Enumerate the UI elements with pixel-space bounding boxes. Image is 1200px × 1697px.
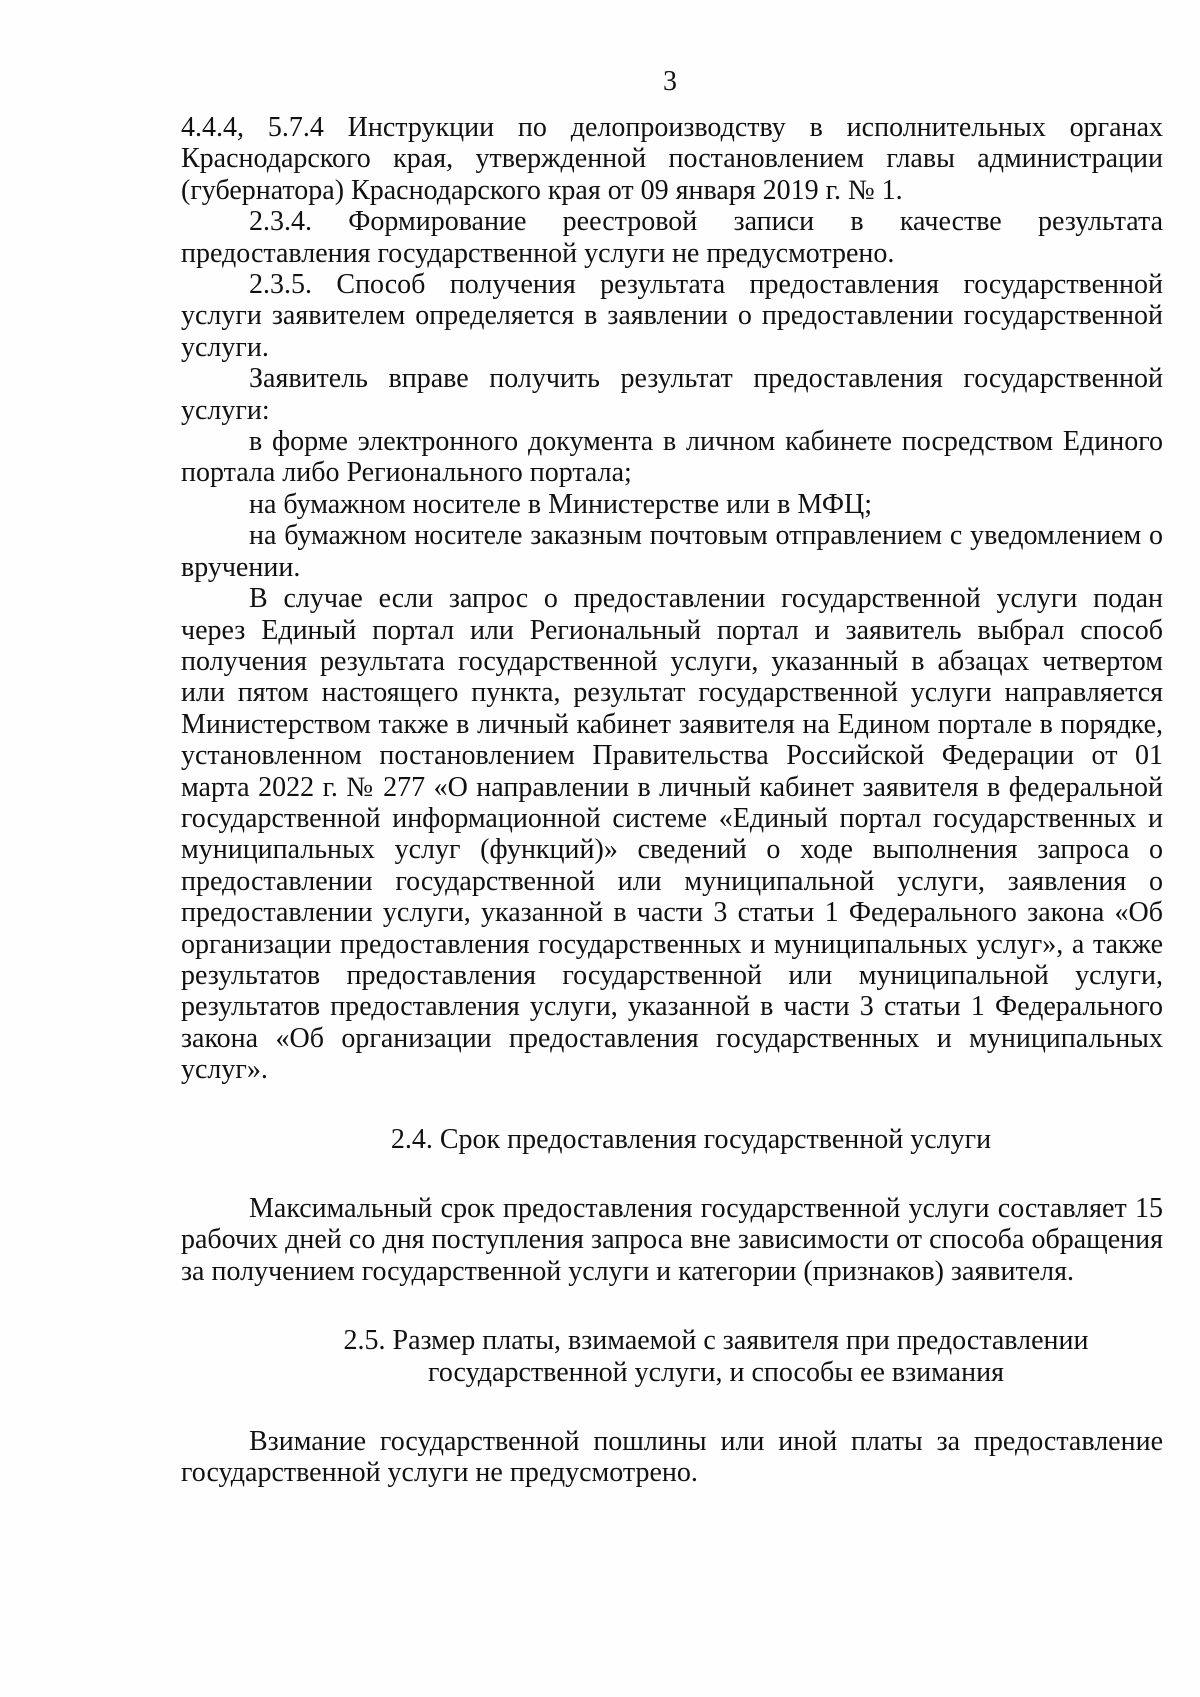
paragraph-electronic-form: в форме электронного документа в личном кабинете посредством Единого портала либо Регионального портала; xyxy=(181,426,1163,489)
section-2-5-heading-line2: государственной услуги, и способы ее взимания xyxy=(428,1356,1004,1388)
section-2-4-heading: 2.4. Срок предоставления государственной услуги xyxy=(390,1123,992,1155)
section-2-5-body: Взимание государственной пошлины или иной платы за предоставление государственной услуги не предусмотрено. xyxy=(181,1426,1163,1489)
section-2-5-heading xyxy=(181,1325,1163,1388)
paragraph-applicant-right: Заявитель вправе получить результат предоставления государственной услуги: xyxy=(181,363,1163,426)
section-2-5-heading-line1: 2.5. Размер платы, взимаемой с заявителя при предоставлении xyxy=(343,1325,1089,1357)
document-body xyxy=(181,112,1163,1489)
paragraph-continuation: Краснодарского края, утвержденной постановлением главы администрации (губернатора) Краснодарского края от 09 января 2019 г. № 1. xyxy=(181,143,1163,206)
paragraph-portal-case: В случае если запрос о предоставлении государственной услуги подан через Единый портал или Региональный портал и заявитель выбрал способ получения результата государственной услуги, указанный в абзацах четвертом или пятом настоящего пункта, результат государственной услуги направляется Министерством также в личный кабинет заявителя на Едином портале в порядке, установленном постановлением Правительства Российской Федерации от 01 марта 2022 г. № 277 «О направлении в личный кабинет заявителя в федеральной государственной информационной системе «Единый портал государственных и муниципальных услуг (функций)» сведений о ходе выполнения запроса о предоставлении государственной или муниципальной услуги, заявления о предоставлении услуги, указанной в части 3 статьи 1 Федерального закона «Об организации предоставления государственных и муниципальных услуг», а также результатов предоставления государственной или муниципальной услуги, результатов предоставления услуги, указанной в части 3 статьи 1 Федерального закона «Об организации предоставления государственных и муниципальных услуг». xyxy=(181,583,1163,1086)
paragraph-2-3-5: 2.3.5. Способ получения результата предоставления государственной услуги заявителем определяется в заявлении о предоставлении государственной услуги. xyxy=(181,269,1163,363)
paragraph-continuation-line: 4.4.4, 5.7.4 Инструкции по делопроизводству в исполнительных органах xyxy=(181,112,1163,143)
section-2-4-body: Максимальный срок предоставления государственной услуги составляет 15 рабочих дней со дня поступления запроса вне зависимости от способа обращения за получением государственной услуги и категории (признаков) заявителя. xyxy=(181,1193,1163,1287)
paragraph-2-3-4: 2.3.4. Формирование реестровой записи в качестве результата предоставления государственной услуги не предусмотрено. xyxy=(181,206,1163,269)
page-number: 3 xyxy=(663,66,677,97)
paragraph-paper-ministry: на бумажном носителе в Министерстве или в МФЦ; xyxy=(249,488,872,520)
paragraph-paper-mail: на бумажном носителе заказным почтовым отправлением с уведомлением о вручении. xyxy=(181,520,1163,583)
